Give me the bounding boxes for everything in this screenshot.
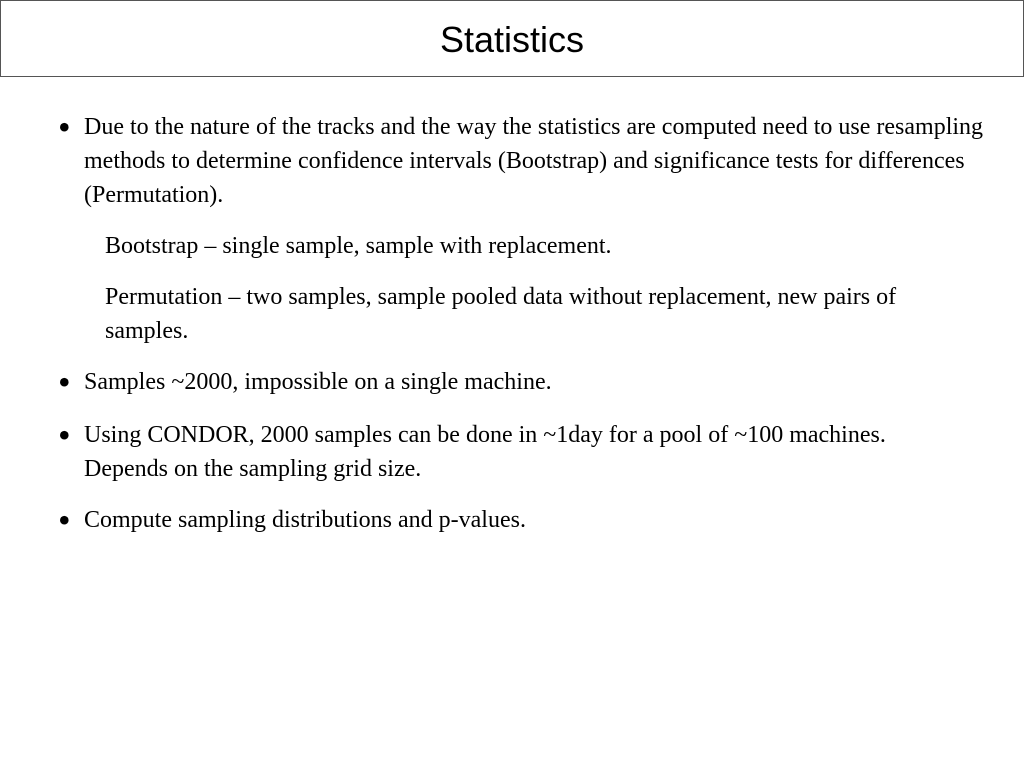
bullet-text-3: Using CONDOR, 2000 samples can be done in ~1day for a pool of ~100 machines. Depends on the sampling grid size. [84, 422, 886, 482]
bullet-text-4: Compute sampling distributions and p-values. [84, 507, 526, 533]
bullet-dot-3: • [58, 415, 71, 455]
bullet-dot-2: • [58, 362, 71, 402]
bullet-text-2: Samples ~2000, impossible on a single machine. [84, 369, 552, 395]
sub-item-permutation: Permutation – two samples, sample pooled data without replacement, new pairs of samples. [105, 284, 897, 344]
sub-item-bootstrap: Bootstrap – single sample, sample with replacement. [105, 233, 612, 259]
bullet-dot-4: • [58, 500, 71, 540]
bullet-dot-1: • [58, 107, 71, 147]
slide-title: Statistics [439, 18, 585, 60]
bullet-text-1: Due to the nature of the tracks and the way the statistics are computed need to use resampling methods to determine confidence intervals (Bootstrap) and significance tests for differences (Permutation). [84, 114, 984, 208]
